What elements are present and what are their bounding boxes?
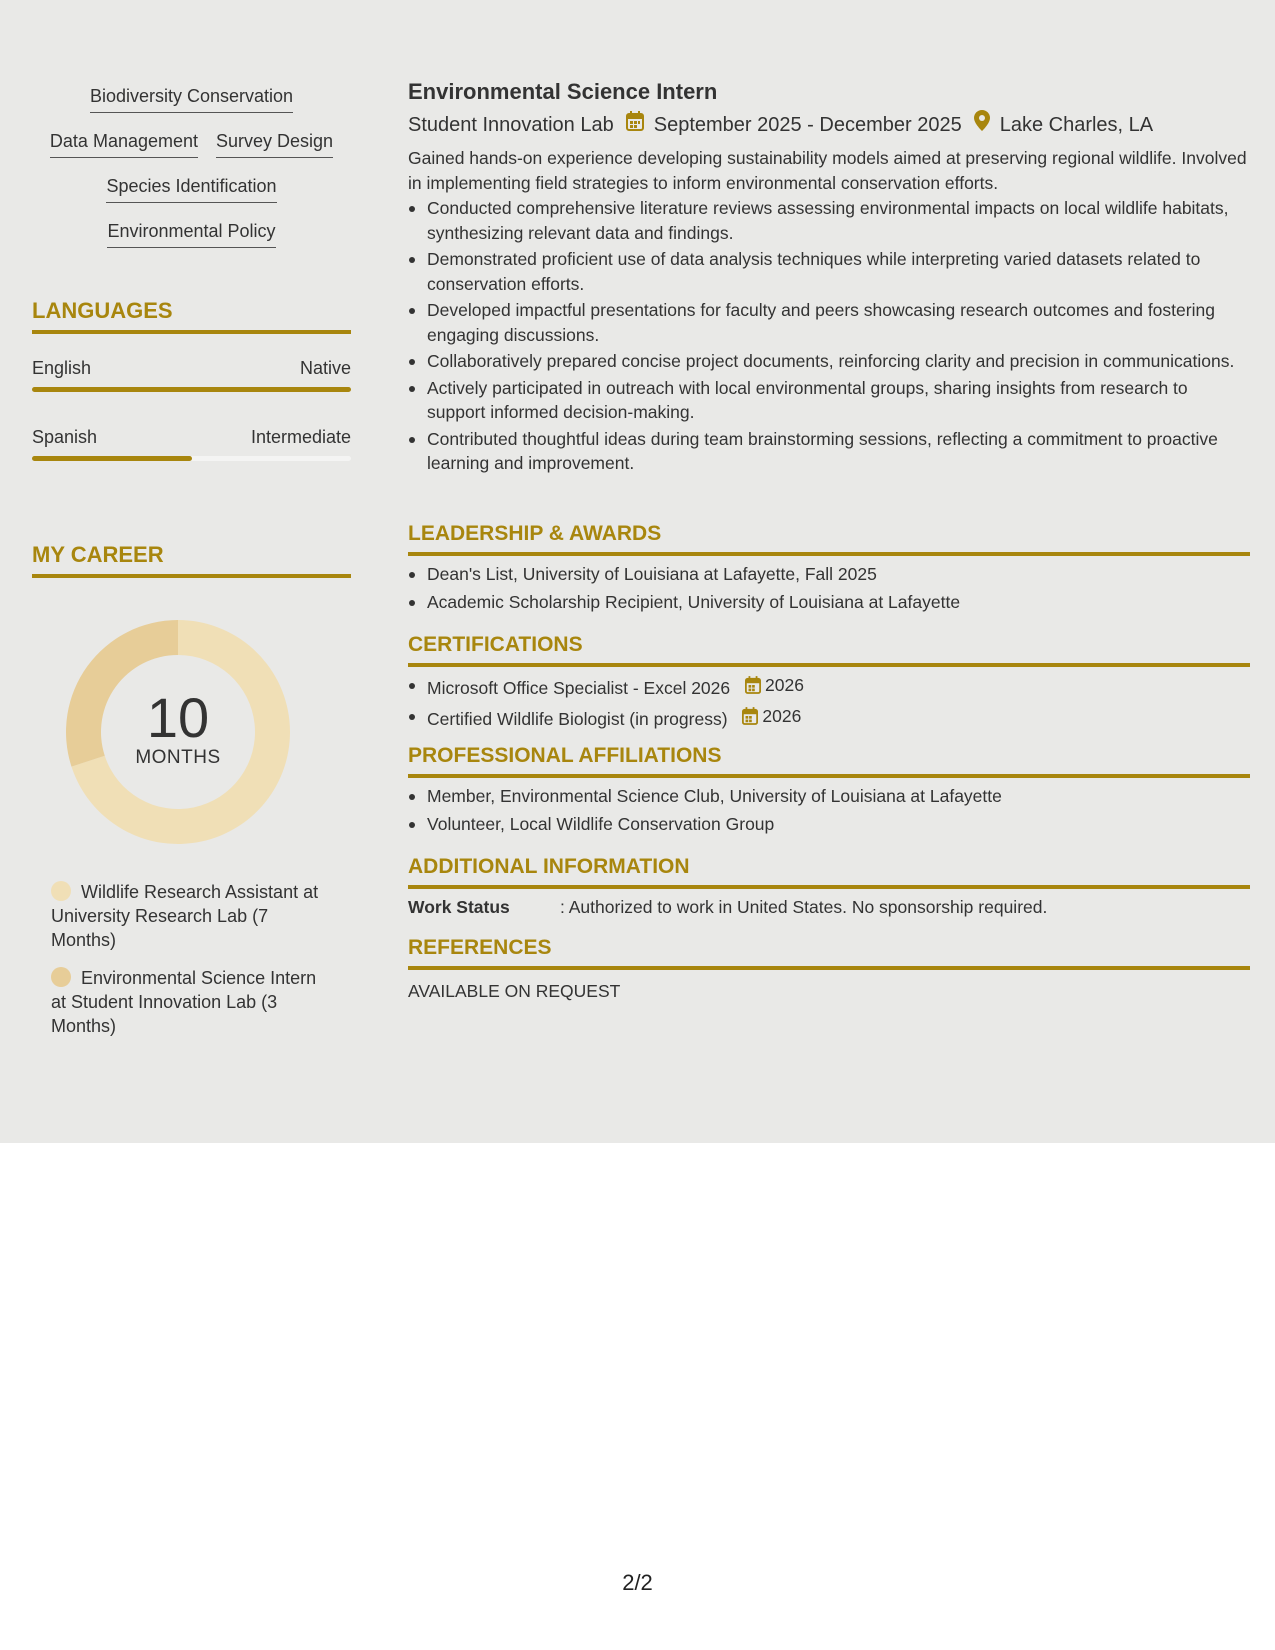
leadership-list xyxy=(408,562,1250,617)
languages-heading: LANGUAGES xyxy=(32,298,351,334)
donut-center xyxy=(66,620,290,844)
cert-date xyxy=(742,704,801,728)
list-item: Contributed thoughtful ideas during team brainstorming sessions, reflecting a commitment to proactive learning and improvement. xyxy=(408,427,1250,476)
language-item xyxy=(32,357,351,392)
list-item: Dean's List, University of Louisiana at Lafayette, Fall 2025 xyxy=(408,562,1250,586)
list-item: Actively participated in outreach with local environmental groups, sharing insights from research to support informed decision-making. xyxy=(408,376,1250,425)
work-status-row xyxy=(408,895,1047,919)
certifications-heading: CERTIFICATIONS xyxy=(408,632,1250,667)
cert-name: Microsoft Office Specialist - Excel 2026 xyxy=(427,678,731,698)
references-heading: REFERENCES xyxy=(408,935,1250,970)
skill-row xyxy=(32,129,351,174)
skill-row xyxy=(32,219,351,264)
list-item: Academic Scholarship Recipient, University of Louisiana at Lafayette xyxy=(408,590,1250,614)
job-company: Student Innovation Lab xyxy=(408,113,614,136)
list-item xyxy=(408,673,1250,700)
legend-label: Environmental Science Intern at Student Innovation Lab (3 Months) xyxy=(51,968,317,1036)
job-title: Environmental Science Intern xyxy=(408,79,718,104)
career-legend-item xyxy=(51,966,331,1038)
skill-tag: Survey Design xyxy=(216,129,333,158)
job-meta xyxy=(408,110,1153,139)
career-donut-chart xyxy=(66,620,290,844)
list-item: Demonstrated proficient use of data analysis techniques while interpreting varied datasets related to conservation efforts. xyxy=(408,247,1250,296)
language-name: Spanish xyxy=(32,427,98,447)
skill-tag: Environmental Policy xyxy=(107,219,275,248)
job-dates: September 2025 - December 2025 xyxy=(653,113,962,136)
page-number: 2/2 xyxy=(622,1570,653,1595)
location-pin-icon xyxy=(974,110,990,139)
list-item: Conducted comprehensive literature reviews assessing environmental impacts on local wildlife habitats, synthesizing relevant data and findings. xyxy=(408,196,1250,245)
work-status-value: : Authorized to work in United States. No sponsorship required. xyxy=(560,897,1048,917)
language-bar xyxy=(32,387,351,392)
language-bar xyxy=(32,456,351,461)
list-item: Developed impactful presentations for faculty and peers showcasing research outcomes and fostering engaging discussions. xyxy=(408,298,1250,347)
cert-year: 2026 xyxy=(765,675,804,695)
legend-swatch xyxy=(51,967,71,987)
leadership-heading: LEADERSHIP & AWARDS xyxy=(408,521,1250,556)
skill-row xyxy=(32,84,351,129)
job-location: Lake Charles, LA xyxy=(999,113,1154,136)
cert-year: 2026 xyxy=(762,705,802,726)
affiliations-list xyxy=(408,784,1250,839)
calendar-icon xyxy=(626,111,644,139)
career-total-value: 10 xyxy=(146,686,210,749)
job-bullets xyxy=(408,196,1250,478)
work-status-label: Work Status xyxy=(408,897,510,917)
skill-tag: Species Identification xyxy=(106,174,276,203)
skill-tag: Data Management xyxy=(50,129,198,158)
additional-info-heading: ADDITIONAL INFORMATION xyxy=(408,854,1250,889)
language-name: English xyxy=(32,358,92,378)
affiliations-heading: PROFESSIONAL AFFILIATIONS xyxy=(408,743,1250,778)
cert-date xyxy=(745,673,804,697)
references-text: AVAILABLE ON REQUEST xyxy=(408,981,621,1001)
job-description: Gained hands-on experience developing sustainability models aimed at preserving regional wildlife. Involved in implementing field strategies to inform environmental conservation efforts. xyxy=(408,148,1247,193)
language-level: Native xyxy=(299,358,351,378)
legend-swatch xyxy=(51,881,71,901)
career-heading: MY CAREER xyxy=(32,542,351,578)
language-item xyxy=(32,426,351,461)
skills-list xyxy=(32,84,351,264)
list-item xyxy=(408,704,1250,731)
certifications-list xyxy=(408,673,1250,734)
career-legend-item xyxy=(51,880,331,952)
calendar-icon xyxy=(742,707,758,725)
list-item: Collaboratively prepared concise project documents, reinforcing clarity and precision in communications. xyxy=(408,349,1250,374)
skill-tag: Biodiversity Conservation xyxy=(90,84,293,113)
career-total-unit: MONTHS xyxy=(135,747,221,768)
cert-name: Certified Wildlife Biologist (in progress) xyxy=(427,708,728,729)
skill-row xyxy=(32,174,351,219)
language-bar-fill xyxy=(32,456,192,461)
list-item: Volunteer, Local Wildlife Conservation Group xyxy=(408,812,1250,836)
language-bar-fill xyxy=(32,387,351,392)
list-item: Member, Environmental Science Club, University of Louisiana at Lafayette xyxy=(408,784,1250,808)
language-level: Intermediate xyxy=(250,427,351,447)
calendar-icon xyxy=(745,676,761,694)
legend-label: Wildlife Research Assistant at University Research Lab (7 Months) xyxy=(51,882,319,950)
